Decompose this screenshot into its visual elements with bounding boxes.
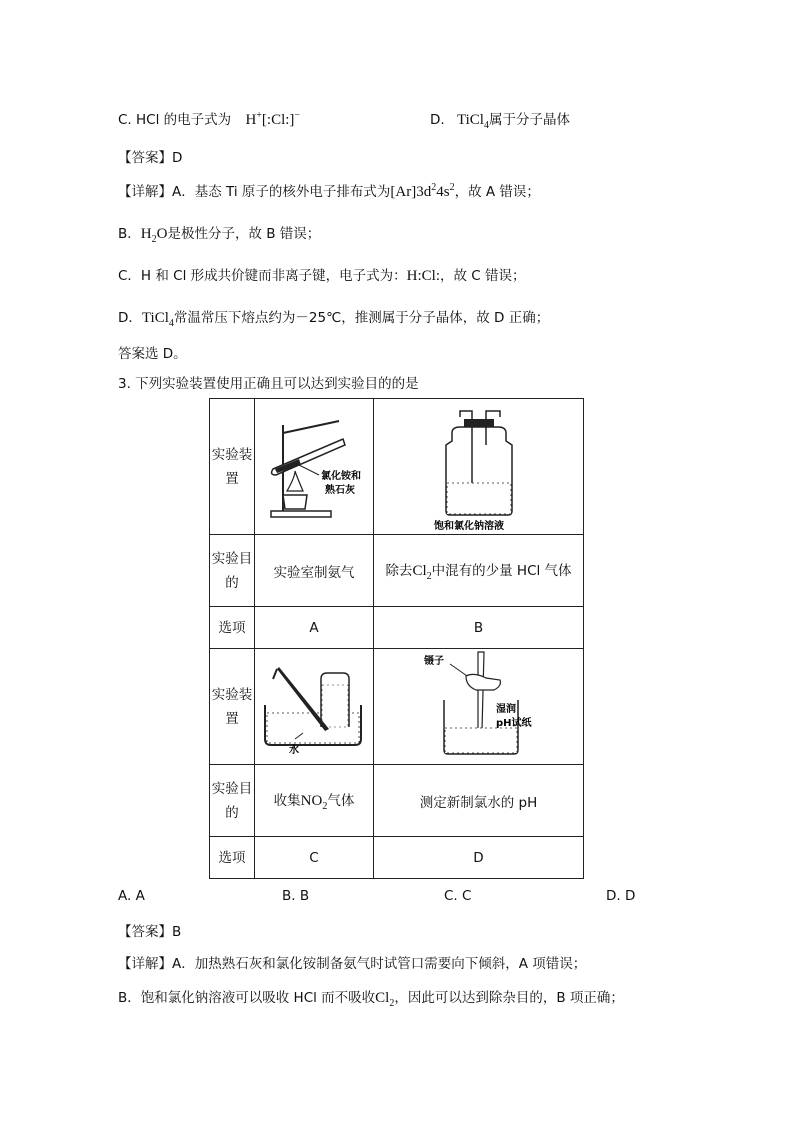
q3-detail-a: 【详解】A．加热熟石灰和氯化铵制备氨气时试管口需要向下倾斜，A 项错误； (118, 956, 587, 972)
formula-h: H (245, 112, 257, 128)
option-d-formula (456, 112, 489, 131)
purpose-b-formula (412, 563, 432, 582)
beaker-ph-paper-icon (404, 650, 554, 760)
ticl-text: TiCl (456, 112, 484, 128)
table-row (210, 535, 584, 607)
experiment-table (209, 398, 584, 879)
purpose-c-prefix: 收集 (273, 793, 301, 809)
cl2-text: Cl (412, 563, 427, 579)
q2-detail-c (118, 264, 526, 285)
purpose-b-prefix: 除去 (385, 563, 413, 579)
hcl-lewis-formula: H:Cl: (406, 268, 440, 284)
row-label-apparatus: 实验装置 (210, 399, 255, 535)
q2-conclusion: 答案选 D。 (118, 346, 187, 362)
purpose-c-formula (300, 793, 328, 812)
label-ph-paper: pH试纸 (495, 717, 532, 729)
water-o: O (156, 226, 168, 242)
q3-detail-b (118, 986, 624, 1009)
option-c-formula (245, 112, 300, 128)
table-row (210, 649, 584, 765)
row-label-purpose: 实验目的 (210, 535, 255, 607)
q3-cl2-sub: 2 (389, 998, 395, 1009)
formula-minus: − (294, 110, 301, 121)
q2-detail-a (118, 180, 540, 201)
option-c-line (118, 108, 300, 129)
q2-detail-d (118, 306, 549, 329)
detail-c-suffix: ，故 C 错误； (439, 268, 526, 284)
water-formula (140, 226, 168, 245)
option-d-line (430, 108, 570, 131)
q3-option-b: B. B (282, 888, 310, 904)
apparatus-c (255, 649, 374, 765)
formula-plus: + (256, 110, 262, 121)
config-sup2: 2 (449, 182, 455, 193)
gas-washing-bottle-icon (404, 405, 554, 532)
q3-option-c: C. C (444, 888, 472, 904)
ticl4-text: TiCl (141, 310, 169, 326)
option-b-cell: B (374, 607, 584, 649)
option-d-prefix: D. (430, 112, 445, 128)
apparatus-a (255, 399, 374, 535)
label-moist: 湿润 (495, 703, 516, 715)
ticl-sub: 4 (483, 120, 489, 131)
table-row (210, 765, 584, 837)
row-label-option-2: 选项 (210, 837, 255, 879)
q3-detail-b-formula (375, 990, 395, 1009)
q2-detail-b (118, 222, 320, 245)
ticl4-formula (141, 310, 174, 329)
option-d-text: 属于分子晶体 (488, 112, 570, 128)
ticl4-sub: 4 (168, 318, 174, 329)
water-trough-collection-icon (259, 655, 369, 755)
no2-sub: 2 (322, 801, 328, 812)
purpose-c (255, 765, 374, 837)
q3-detail-b-suffix: ，因此可以达到除杂目的，B 项正确； (394, 990, 624, 1006)
q2-answer: 【答案】D (118, 150, 183, 166)
label-nh4cl: 氯化铵和 (321, 470, 361, 482)
label-water: 水 (289, 744, 299, 756)
option-c-cell: C (255, 837, 374, 879)
formula-cl-bracket: [:Cl:] (261, 112, 295, 128)
detail-d-text: 常温常压下熔点约为－25℃，推测属于分子晶体，故 D 正确； (173, 310, 550, 326)
purpose-d: 测定新制氯水的 pH (374, 765, 584, 837)
q3-cl2-text: Cl (375, 990, 390, 1006)
purpose-c-suffix: 气体 (327, 793, 355, 809)
table-row (210, 837, 584, 879)
no2-text: NO (300, 793, 323, 809)
purpose-b (374, 535, 584, 607)
heating-tube-apparatus-icon (259, 405, 369, 525)
detail-b-text: 是极性分子，故 B 错误； (167, 226, 321, 242)
detail-b-prefix: B． (118, 226, 141, 242)
purpose-b-suffix: 中混有的少量 HCl 气体 (431, 563, 572, 579)
detail-a-prefix: 【详解】A．基态 Ti 原子的核外电子排布式为 (118, 184, 391, 200)
detail-a-suffix: ，故 A 错误； (454, 184, 540, 200)
q3-detail-b-prefix: B．饱和氯化钠溶液可以吸收 HCl 而不吸收 (118, 990, 376, 1006)
config-sup1: 2 (431, 182, 437, 193)
q3-option-a: A. A (118, 888, 145, 904)
row-label-apparatus-2: 实验装置 (210, 649, 255, 765)
detail-c-text: C．H 和 Cl 形成共价键而非离子键，电子式为： (118, 268, 407, 284)
q3-stem: 3. 下列实验装置使用正确且可以达到实验目的的是 (118, 376, 419, 392)
water-h: H (140, 226, 152, 242)
option-a-cell: A (255, 607, 374, 649)
row-label-purpose-2: 实验目的 (210, 765, 255, 837)
electron-config (390, 184, 454, 200)
apparatus-d (374, 649, 584, 765)
cl2-sub: 2 (426, 571, 432, 582)
config-ar3d: [Ar]3d (390, 184, 432, 200)
config-4s: 4s (436, 184, 450, 200)
option-d-cell: D (374, 837, 584, 879)
detail-d-prefix: D． (118, 310, 142, 326)
water-sub: 2 (151, 234, 157, 245)
table-row (210, 607, 584, 649)
table-row (210, 399, 584, 535)
q3-answer: 【答案】B (118, 924, 182, 940)
label-lime: 熟石灰 (325, 484, 355, 496)
q3-option-d: D. D (606, 888, 636, 904)
label-nacl-solution: 饱和氯化钠溶液 (433, 520, 504, 532)
purpose-a: 实验室制氨气 (255, 535, 374, 607)
option-c-text: C. HCl 的电子式为 (118, 112, 232, 128)
row-label-option: 选项 (210, 607, 255, 649)
label-tweezers: 镊子 (423, 655, 444, 667)
apparatus-b (374, 399, 584, 535)
